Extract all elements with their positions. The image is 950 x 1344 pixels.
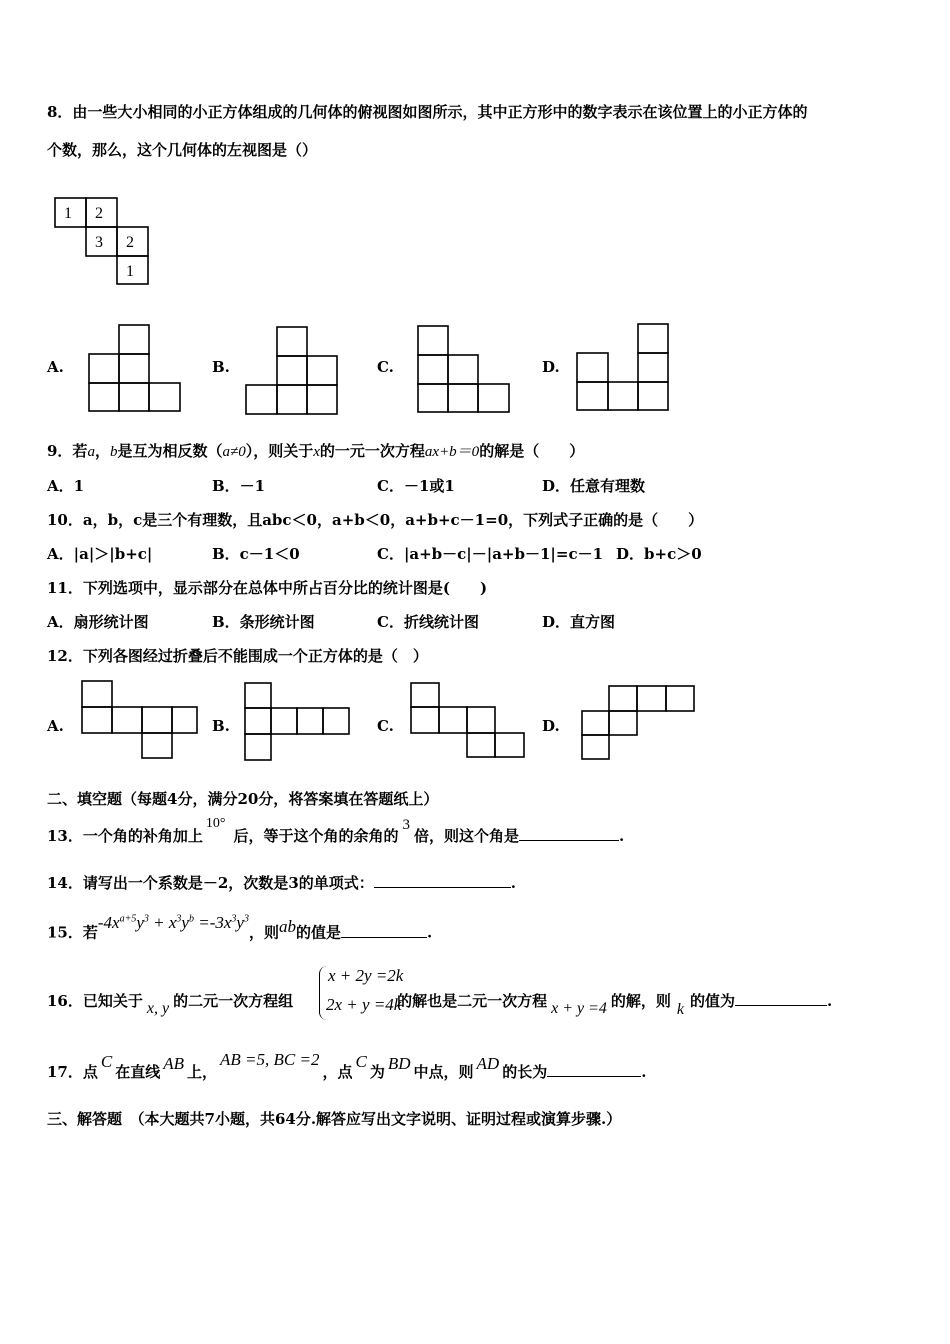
q9-text-4: 的一元一次方程 (319, 442, 425, 460)
q17-answer-blank[interactable] (547, 1062, 641, 1077)
q12-option-d-label[interactable]: D. (542, 717, 560, 735)
q17-end: . (641, 1063, 647, 1081)
q10-option-d[interactable]: D．b+c＞0 (616, 545, 702, 563)
q10-option-c[interactable]: C．|a+b－c|－|a+b－1|=c－1 (377, 545, 604, 563)
q17-text-7: 的长为 (502, 1063, 548, 1081)
q9-var-x: x (313, 444, 320, 460)
q17-given: AB =5, BC =2 (220, 1050, 320, 1069)
q10-option-a[interactable]: A．|a|＞|b+c| (47, 545, 153, 563)
q8-option-c-label[interactable]: C. (377, 358, 394, 376)
q12-stem: 12．下列各图经过折叠后不能围成一个正方体的是（ ） (47, 647, 428, 665)
q14 (47, 873, 516, 893)
q17-text-5: 为 (369, 1063, 385, 1081)
q10-stem: 10．a，b，c是三个有理数，且abc＜0，a+b＜0，a+b+c－1=0，下列式子正确的是（ ） (47, 511, 704, 529)
q9-condition: a≠0 (222, 444, 246, 460)
section3-heading: 三、解答题 （本大题共7小题，共64分.解答应写出文字说明、证明过程或演算步骤.） (47, 1110, 622, 1128)
q13-text-3: 倍，则这个角是 (414, 827, 520, 845)
q17-text-1: 17．点 (47, 1063, 98, 1081)
q11-option-b[interactable]: B．条形统计图 (212, 613, 315, 631)
q9-option-a[interactable]: A．1 (47, 477, 85, 495)
q17-text-4: ，点 (322, 1063, 353, 1081)
q15-end: . (426, 923, 433, 942)
q17-BD: BD (387, 1054, 411, 1073)
q9-option-c[interactable]: C．－1或1 (377, 477, 455, 495)
q13-text-2: 后，等于这个角的余角的 (233, 827, 399, 845)
q11-stem: 11．下列选项中，显示部分在总体中所占百分比的统计图是( ) (47, 579, 488, 597)
q16-text-5: 的值为 (690, 992, 736, 1010)
q15 (47, 912, 433, 943)
q16-k: k (676, 1001, 685, 1018)
q9-text-5: 的解是（ ） (479, 442, 585, 460)
q13-multiplier: 3 (402, 817, 410, 833)
section2-heading: 二、填空题（每题4分，满分20分，将答案填在答题纸上） (47, 790, 439, 808)
q9-stem (47, 441, 584, 462)
q12-option-b-label[interactable]: B. (212, 717, 230, 735)
q15-text-2: ，则 (248, 923, 279, 942)
q10-option-b[interactable]: B．c－1＜0 (212, 545, 300, 563)
q14-answer-blank[interactable] (374, 873, 511, 888)
q16-text-2: 的二元一次方程组 (173, 992, 294, 1010)
q15-answer-blank[interactable] (341, 923, 427, 938)
grid-cell-2: 2 (95, 205, 103, 222)
q11-option-d[interactable]: D．直方图 (542, 613, 616, 631)
q17-C2: C (355, 1052, 367, 1071)
q8-option-b-figure[interactable] (245, 326, 340, 416)
q11-option-a[interactable]: A．扇形统计图 (47, 613, 149, 631)
q16-text-1: 16．已知关于 (47, 992, 143, 1010)
q16-eq2: 2x + y =4k (326, 995, 402, 1014)
q8-option-a-label[interactable]: A. (47, 358, 64, 376)
q17 (47, 1050, 647, 1082)
q16 (47, 991, 833, 1018)
grid-cell-4: 2 (126, 234, 134, 251)
q13-answer-blank[interactable] (519, 826, 619, 841)
q17-text-6: 中点，则 (413, 1063, 474, 1081)
q9-text-3: ），则关于 (245, 442, 314, 460)
q8-line2: 个数，那么，这个几何体的左视图是（） (47, 141, 318, 159)
q9-comma: ， (94, 442, 110, 460)
q13-text-1: 13．一个角的补角加上 (47, 827, 203, 845)
q15-text-3: 的值是 (295, 923, 341, 942)
q12-option-c-net[interactable] (410, 682, 530, 762)
q16-eq3: x + y =4 (551, 1000, 607, 1017)
q17-C: C (100, 1052, 113, 1071)
q14-text: 14．请写出一个系数是－2，次数是3的单项式： (47, 874, 374, 892)
q9-option-d[interactable]: D．任意有理数 (542, 477, 646, 495)
q13-end: . (619, 827, 625, 845)
q12-option-a-label[interactable]: A. (47, 717, 64, 735)
q15-text-1: 15．若 (47, 923, 98, 942)
q17-AB: AB (163, 1054, 185, 1073)
q17-text-3: 上， (187, 1063, 218, 1081)
q16-end: . (827, 992, 833, 1010)
q17-AD: AD (476, 1054, 500, 1073)
q13-degree: 10° (205, 816, 226, 831)
q8-option-a-figure[interactable] (88, 324, 183, 414)
q8-option-c-figure[interactable] (417, 325, 512, 415)
grid-cell-1: 1 (64, 205, 72, 222)
grid-cell-3: 3 (95, 234, 103, 251)
q9-var-a: a (87, 444, 95, 460)
q16-eq1: x + 2y =2k (328, 966, 404, 985)
q15-ab: ab (278, 916, 296, 936)
q9-option-b[interactable]: B．－1 (212, 477, 266, 495)
q9-text-2: 是互为相反数（ (117, 442, 223, 460)
grid-cell-5: 1 (126, 263, 134, 280)
q8-line1: 8．由一些大小相同的小正方体组成的几何体的俯视图如图所示，其中正方形中的数字表示在该位置上的小正方体的 (47, 103, 808, 121)
q8-option-b-label[interactable]: B. (212, 358, 230, 376)
q9-var-b: b (109, 444, 118, 460)
q16-vars: x, y (146, 1000, 170, 1017)
q13 (47, 816, 625, 848)
q17-text-2: 在直线 (115, 1063, 161, 1081)
q12-option-c-label[interactable]: C. (377, 717, 394, 735)
q11-option-c[interactable]: C．折线统计图 (377, 613, 479, 631)
q12-option-d-net[interactable] (581, 685, 701, 765)
q9-equation: ax+b＝0 (424, 444, 480, 460)
q8-option-d-label[interactable]: D. (542, 358, 560, 376)
q16-answer-blank[interactable] (735, 991, 827, 1006)
q15-expression: $-4x^{a+5}y^3 + x^3y^b =-3x^3y^3$ (97, 912, 249, 932)
q8-option-d-figure[interactable] (576, 323, 671, 413)
q12-option-b-net[interactable] (244, 682, 354, 762)
q9-text-1: 9．若 (47, 442, 88, 460)
q16-text-4: 的解，则 (610, 992, 671, 1010)
q16-text-3: 的解也是二元一次方程 (397, 992, 548, 1010)
q14-end: . (510, 874, 516, 892)
q12-option-a-net[interactable] (81, 680, 201, 760)
